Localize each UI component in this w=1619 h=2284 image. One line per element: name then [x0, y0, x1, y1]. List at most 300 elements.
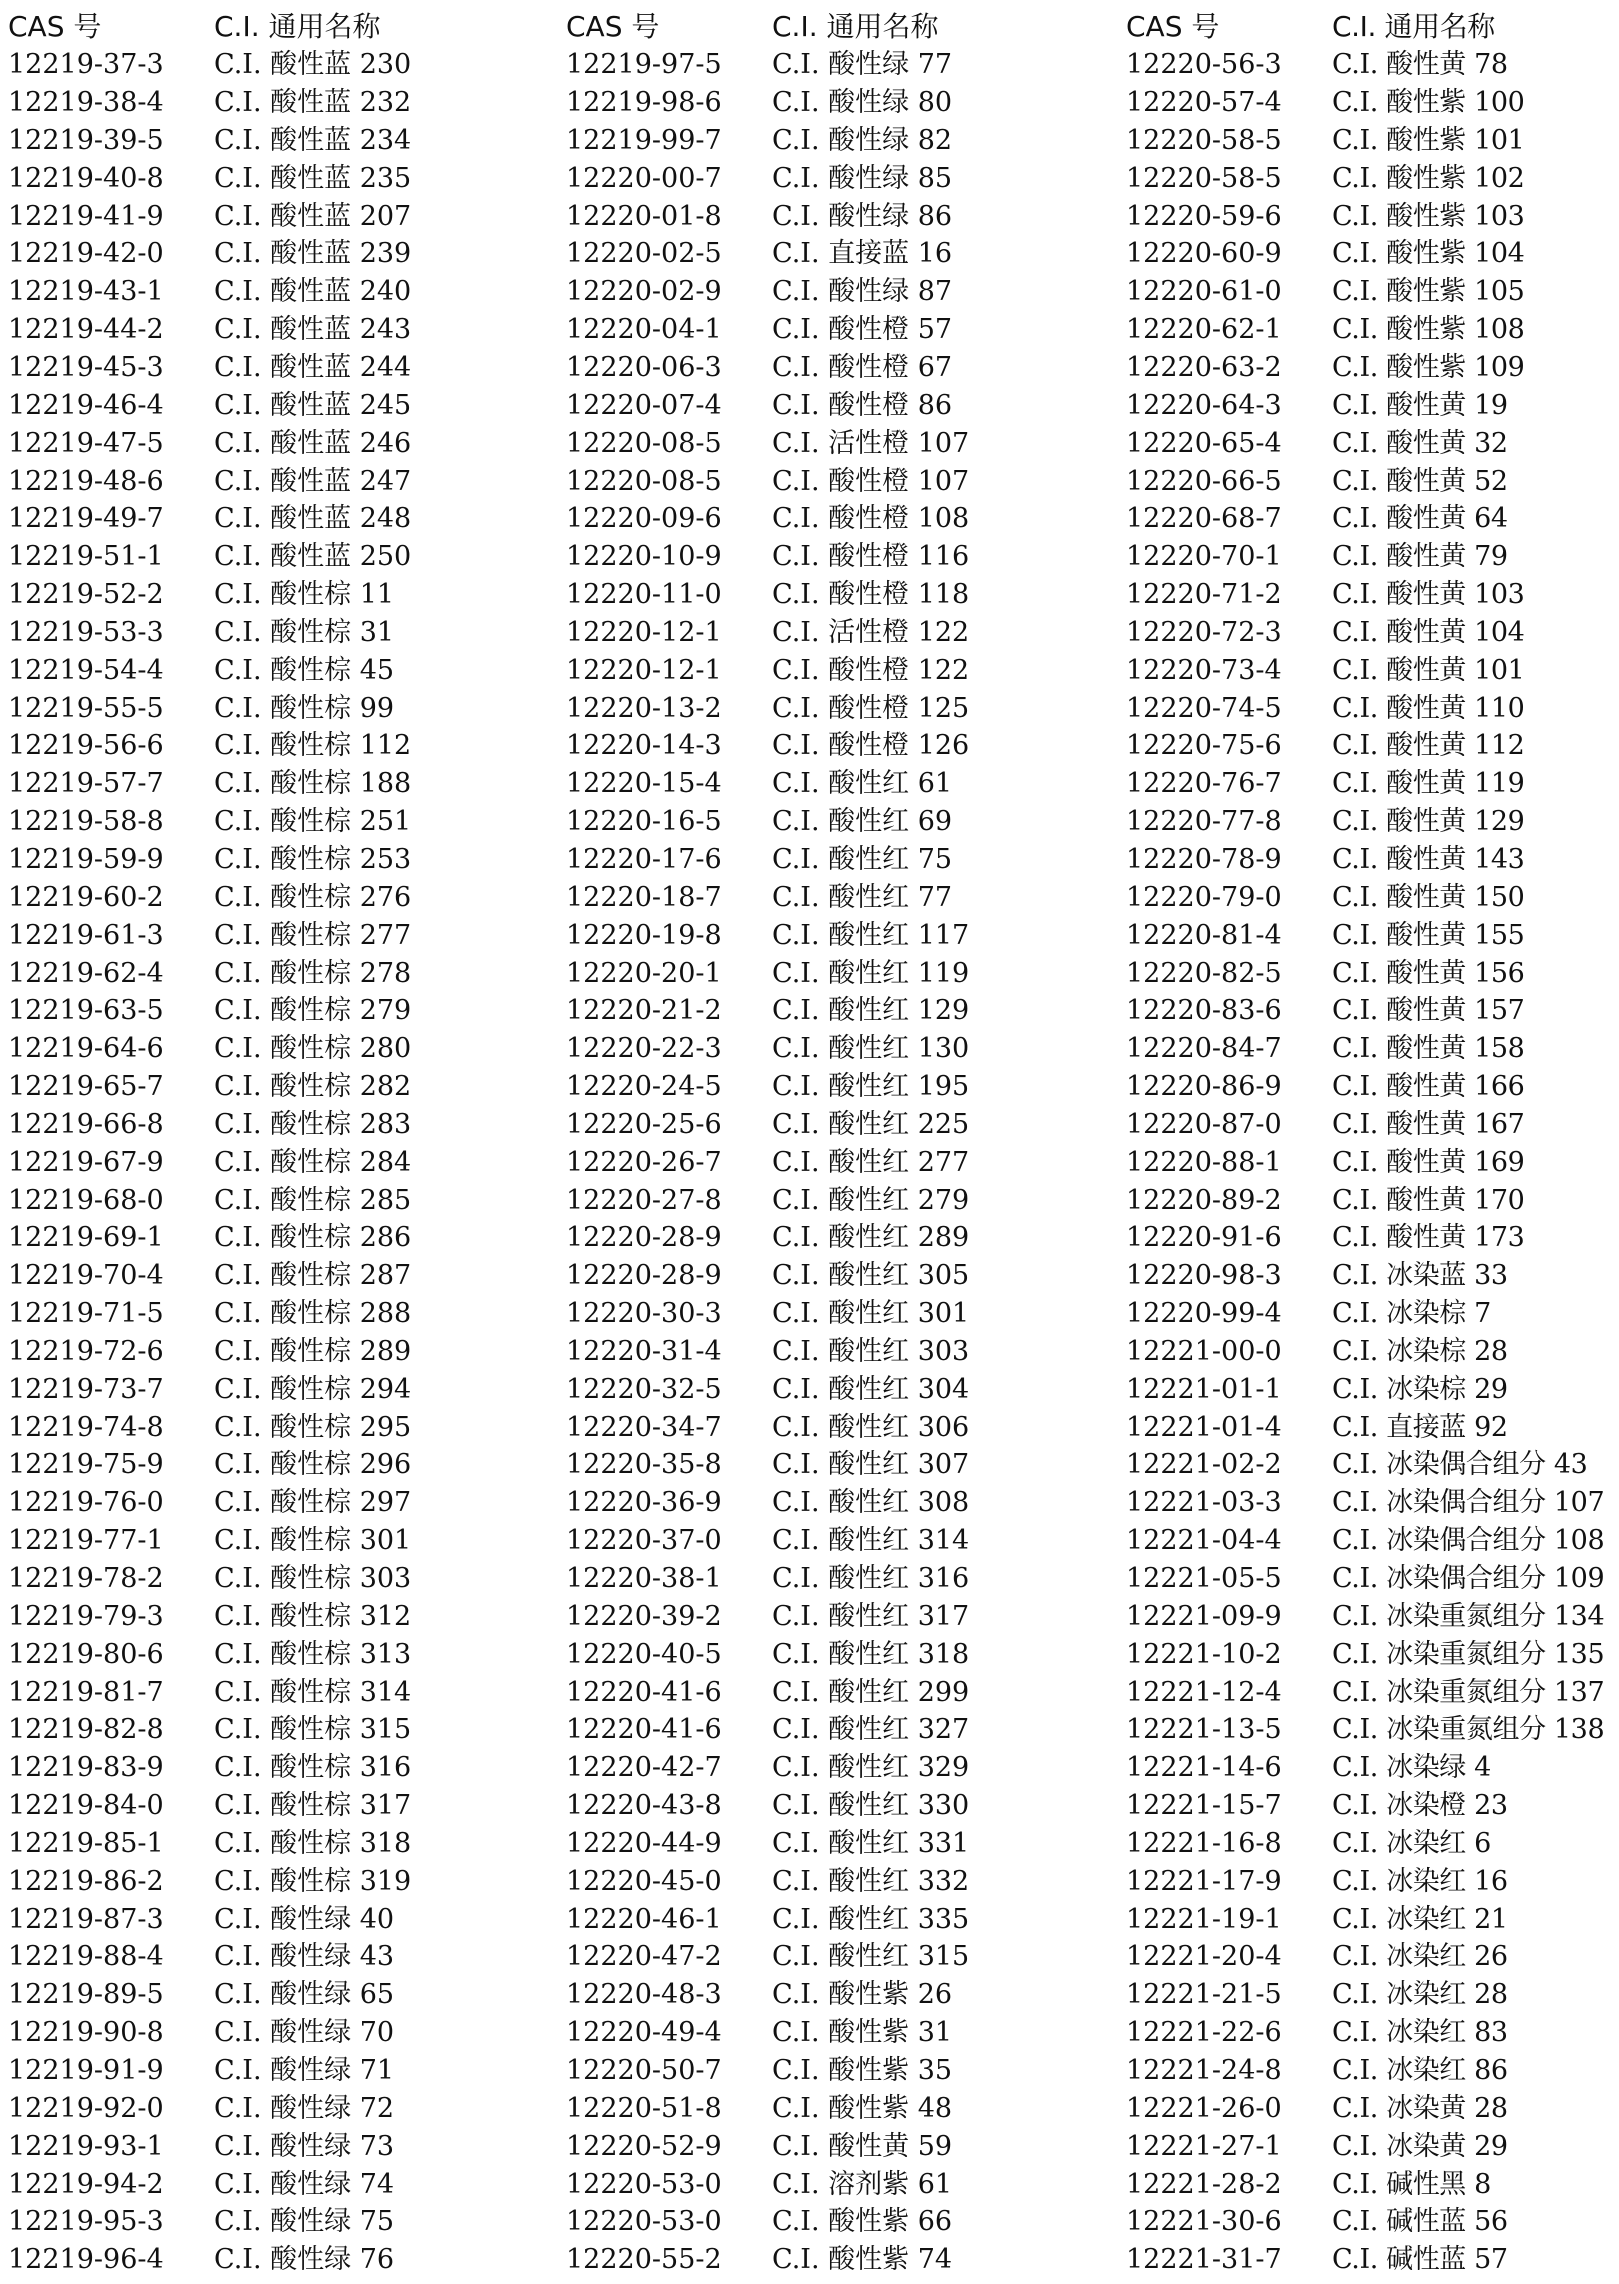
table-row	[566, 84, 1106, 122]
cas-number: 12220-63-2	[1126, 352, 1282, 384]
cas-number: 12219-46-4	[8, 389, 164, 421]
table-row	[8, 2089, 548, 2127]
ci-generic-name: C.I. 酸性红 195	[772, 1071, 970, 1103]
cas-number: 12220-79-0	[1126, 881, 1282, 913]
table-row	[1126, 1257, 1619, 1295]
cas-number: 12220-10-9	[566, 541, 722, 573]
cas-number: 12219-79-3	[8, 1600, 164, 1632]
cas-number: 12219-45-3	[8, 352, 164, 384]
ci-generic-name: C.I. 酸性棕 312	[214, 1600, 412, 1632]
cas-number: 12220-25-6	[566, 1108, 722, 1140]
cas-number: 12220-70-1	[1126, 541, 1282, 573]
table-row	[1126, 462, 1619, 500]
table-row	[1126, 1825, 1619, 1863]
cas-number: 12220-87-0	[1126, 1108, 1282, 1140]
cas-number: 12220-57-4	[1126, 87, 1282, 119]
table-row	[1126, 2089, 1619, 2127]
table-row	[1126, 992, 1619, 1030]
table-row	[566, 1181, 1106, 1219]
cas-number: 12219-94-2	[8, 2168, 164, 2200]
table-row	[8, 235, 548, 273]
cas-number: 12219-69-1	[8, 1222, 164, 1254]
ci-generic-name: C.I. 酸性黄 110	[1332, 692, 1525, 724]
ci-generic-name: C.I. 酸性棕 317	[214, 1790, 412, 1822]
ci-name-header: C.I. 通用名称	[772, 9, 939, 43]
cas-number: 12220-35-8	[566, 1449, 722, 1481]
table-row	[1126, 689, 1619, 727]
table-row	[566, 424, 1106, 462]
table-row	[566, 1219, 1106, 1257]
table-row	[566, 1635, 1106, 1673]
table-row	[566, 992, 1106, 1030]
cas-number: 12220-76-7	[1126, 768, 1282, 800]
cas-number: 12220-55-2	[566, 2244, 722, 2276]
ci-generic-name: C.I. 酸性棕 316	[214, 1752, 412, 1784]
ci-generic-name: C.I. 冰染重氮组分 134	[1332, 1600, 1605, 1632]
cas-number: 12220-89-2	[1126, 1184, 1282, 1216]
table-row	[1126, 1181, 1619, 1219]
ci-generic-name: C.I. 碱性蓝 56	[1332, 2206, 1508, 2238]
ci-generic-name: C.I. 酸性红 314	[772, 1525, 970, 1557]
table-row	[566, 916, 1106, 954]
cas-number: 12220-43-8	[566, 1790, 722, 1822]
table-row	[566, 576, 1106, 614]
cas-number: 12220-04-1	[566, 314, 722, 346]
table-row	[8, 1938, 548, 1976]
cas-number: 12219-70-4	[8, 1260, 164, 1292]
table-block-3	[1126, 8, 1619, 2280]
cas-number: 12220-44-9	[566, 1827, 722, 1859]
cas-number: 12220-86-9	[1126, 1071, 1282, 1103]
ci-generic-name: C.I. 冰染偶合组分 108	[1332, 1525, 1605, 1557]
ci-generic-name: C.I. 酸性黄 119	[1332, 768, 1525, 800]
cas-number: 12221-15-7	[1126, 1790, 1282, 1822]
cas-number: 12219-63-5	[8, 995, 164, 1027]
ci-generic-name: C.I. 酸性红 316	[772, 1563, 970, 1595]
cas-number: 12221-24-8	[1126, 2054, 1282, 2086]
ci-generic-name: C.I. 酸性绿 71	[214, 2054, 395, 2086]
ci-generic-name: C.I. 冰染红 6	[1332, 1827, 1491, 1859]
table-row	[566, 1257, 1106, 1295]
cas-number: 12220-52-9	[566, 2130, 722, 2162]
cas-number: 12219-58-8	[8, 806, 164, 838]
table-block-2	[566, 8, 1106, 2280]
table-row	[1126, 1068, 1619, 1106]
table-row	[1126, 235, 1619, 273]
ci-generic-name: C.I. 酸性棕 318	[214, 1827, 412, 1859]
table-row	[1126, 1938, 1619, 1976]
ci-generic-name: C.I. 酸性紫 109	[1332, 352, 1525, 384]
ci-generic-name: C.I. 酸性红 332	[772, 1865, 970, 1897]
table-row	[8, 159, 548, 197]
cas-number: 12220-11-0	[566, 579, 722, 611]
table-row	[1126, 500, 1619, 538]
ci-generic-name: C.I. 酸性红 327	[772, 1714, 970, 1746]
table-row	[8, 1560, 548, 1598]
table-row	[566, 841, 1106, 879]
table-row	[1126, 1219, 1619, 1257]
ci-generic-name: C.I. 酸性绿 82	[772, 124, 953, 156]
cas-number: 12220-59-6	[1126, 200, 1282, 232]
ci-generic-name: C.I. 酸性紫 26	[772, 1979, 953, 2011]
cas-number: 12219-57-7	[8, 768, 164, 800]
ci-generic-name: C.I. 酸性紫 105	[1332, 276, 1525, 308]
ci-generic-name: C.I. 酸性棕 289	[214, 1335, 412, 1367]
table-row	[566, 2014, 1106, 2052]
cas-number: 12220-08-5	[566, 465, 722, 497]
cas-number: 12220-17-6	[566, 843, 722, 875]
ci-generic-name: C.I. 酸性绿 65	[214, 1979, 395, 2011]
cas-number: 12220-02-9	[566, 276, 722, 308]
ci-generic-name: C.I. 酸性黄 101	[1332, 654, 1525, 686]
ci-generic-name: C.I. 酸性棕 279	[214, 995, 412, 1027]
ci-generic-name: C.I. 酸性蓝 245	[214, 389, 412, 421]
ci-generic-name: C.I. 酸性黄 59	[772, 2130, 953, 2162]
cas-number: 12221-00-0	[1126, 1335, 1282, 1367]
table-row	[566, 273, 1106, 311]
cas-header: CAS 号	[1126, 9, 1220, 43]
cas-number: 12219-92-0	[8, 2092, 164, 2124]
ci-generic-name: C.I. 冰染偶合组分 43	[1332, 1449, 1588, 1481]
cas-number: 12221-30-6	[1126, 2206, 1282, 2238]
cas-number: 12220-99-4	[1126, 1298, 1282, 1330]
table-header	[566, 8, 1106, 46]
table-row	[8, 2241, 548, 2279]
ci-generic-name: C.I. 酸性黄 170	[1332, 1184, 1525, 1216]
ci-generic-name: C.I. 酸性黄 155	[1332, 919, 1525, 951]
ci-generic-name: C.I. 酸性绿 43	[214, 1941, 395, 1973]
cas-number: 12220-22-3	[566, 1033, 722, 1065]
ci-generic-name: C.I. 冰染棕 29	[1332, 1373, 1508, 1405]
cas-number: 12220-18-7	[566, 881, 722, 913]
table-row	[566, 2165, 1106, 2203]
table-row	[566, 1408, 1106, 1446]
table-body	[8, 46, 548, 2279]
table-row	[8, 538, 548, 576]
cas-number: 12219-98-6	[566, 87, 722, 119]
table-row	[566, 235, 1106, 273]
table-row	[566, 1333, 1106, 1371]
table-row	[566, 1900, 1106, 1938]
table-row	[1126, 1749, 1619, 1787]
table-row	[1126, 878, 1619, 916]
ci-generic-name: C.I. 酸性红 331	[772, 1827, 970, 1859]
cas-number: 12220-09-6	[566, 503, 722, 535]
ci-generic-name: C.I. 酸性棕 112	[214, 730, 412, 762]
cas-number: 12221-12-4	[1126, 1676, 1282, 1708]
table-row	[8, 954, 548, 992]
table-row	[566, 1787, 1106, 1825]
ci-generic-name: C.I. 酸性棕 314	[214, 1676, 412, 1708]
cas-number: 12220-21-2	[566, 995, 722, 1027]
cas-number: 12221-03-3	[1126, 1487, 1282, 1519]
table-row	[566, 614, 1106, 652]
table-row	[8, 1181, 548, 1219]
cas-number: 12220-56-3	[1126, 49, 1282, 81]
ci-generic-name: C.I. 酸性棕 276	[214, 881, 412, 913]
table-row	[566, 954, 1106, 992]
ci-generic-name: C.I. 酸性红 130	[772, 1033, 970, 1065]
ci-generic-name: C.I. 酸性绿 87	[772, 276, 953, 308]
cas-number: 12220-36-9	[566, 1487, 722, 1519]
ci-generic-name: C.I. 酸性红 304	[772, 1373, 970, 1405]
table-row	[1126, 765, 1619, 803]
ci-generic-name: C.I. 酸性蓝 250	[214, 541, 412, 573]
table-row	[8, 84, 548, 122]
cas-number: 12220-38-1	[566, 1563, 722, 1595]
ci-generic-name: C.I. 酸性蓝 244	[214, 352, 412, 384]
table-row	[566, 1862, 1106, 1900]
cas-number: 12220-27-8	[566, 1184, 722, 1216]
ci-generic-name: C.I. 碱性黑 8	[1332, 2168, 1491, 2200]
table-row	[8, 1976, 548, 2014]
table-row	[8, 122, 548, 160]
table-row	[8, 197, 548, 235]
table-row	[8, 1446, 548, 1484]
cas-number: 12221-28-2	[1126, 2168, 1282, 2200]
table-body	[1126, 46, 1619, 2279]
cas-number: 12220-40-5	[566, 1638, 722, 1670]
table-row	[8, 689, 548, 727]
cas-number: 12221-01-4	[1126, 1411, 1282, 1443]
table-row	[1126, 197, 1619, 235]
cas-number: 12219-48-6	[8, 465, 164, 497]
table-row	[8, 1825, 548, 1863]
table-row	[1126, 1862, 1619, 1900]
table-row	[1126, 2014, 1619, 2052]
ci-generic-name: C.I. 冰染红 86	[1332, 2054, 1508, 2086]
cas-number: 12219-39-5	[8, 124, 164, 156]
cas-number: 12220-24-5	[566, 1071, 722, 1103]
cas-number: 12220-65-4	[1126, 427, 1282, 459]
cas-number: 12219-93-1	[8, 2130, 164, 2162]
cas-number: 12220-14-3	[566, 730, 722, 762]
cas-number: 12219-62-4	[8, 957, 164, 989]
ci-generic-name: C.I. 碱性蓝 57	[1332, 2244, 1508, 2276]
ci-generic-name: C.I. 酸性红 315	[772, 1941, 970, 1973]
table-row	[566, 1446, 1106, 1484]
table-row	[566, 1597, 1106, 1635]
table-row	[1126, 954, 1619, 992]
table-row	[566, 122, 1106, 160]
ci-generic-name: C.I. 酸性紫 48	[772, 2092, 953, 2124]
ci-generic-name: C.I. 酸性红 77	[772, 881, 953, 913]
table-row	[1126, 122, 1619, 160]
ci-generic-name: C.I. 酸性蓝 246	[214, 427, 412, 459]
table-row	[566, 2241, 1106, 2279]
table-row	[1126, 916, 1619, 954]
table-row	[566, 46, 1106, 84]
cas-number: 12219-51-1	[8, 541, 164, 573]
table-row	[566, 386, 1106, 424]
ci-generic-name: C.I. 酸性红 330	[772, 1790, 970, 1822]
cas-number: 12219-77-1	[8, 1525, 164, 1557]
table-row	[1126, 1105, 1619, 1143]
ci-generic-name: C.I. 酸性棕 303	[214, 1563, 412, 1595]
cas-number: 12221-31-7	[1126, 2244, 1282, 2276]
cas-number: 12220-02-5	[566, 238, 722, 270]
cas-number: 12220-68-7	[1126, 503, 1282, 535]
cas-number: 12221-27-1	[1126, 2130, 1282, 2162]
cas-number: 12219-38-4	[8, 87, 164, 119]
ci-generic-name: C.I. 冰染重氮组分 137	[1332, 1676, 1605, 1708]
cas-number: 12219-71-5	[8, 1298, 164, 1330]
table-row	[8, 1257, 548, 1295]
ci-generic-name: C.I. 酸性棕 297	[214, 1487, 412, 1519]
table-row	[566, 159, 1106, 197]
cas-number: 12220-31-4	[566, 1335, 722, 1367]
cas-number: 12220-66-5	[1126, 465, 1282, 497]
ci-generic-name: C.I. 直接蓝 92	[1332, 1411, 1508, 1443]
table-row	[1126, 2127, 1619, 2165]
ci-generic-name: C.I. 酸性红 69	[772, 806, 953, 838]
ci-generic-name: C.I. 酸性蓝 235	[214, 162, 412, 194]
ci-generic-name: C.I. 酸性棕 288	[214, 1298, 412, 1330]
ci-generic-name: C.I. 酸性蓝 248	[214, 503, 412, 535]
table-row	[566, 1030, 1106, 1068]
ci-generic-name: C.I. 酸性棕 315	[214, 1714, 412, 1746]
table-row	[1126, 1522, 1619, 1560]
cas-number: 12219-96-4	[8, 2244, 164, 2276]
cas-number: 12219-88-4	[8, 1941, 164, 1973]
cas-number: 12220-49-4	[566, 2017, 722, 2049]
table-row	[8, 2127, 548, 2165]
table-row	[1126, 1900, 1619, 1938]
ci-generic-name: C.I. 冰染红 83	[1332, 2017, 1508, 2049]
table-row	[1126, 2165, 1619, 2203]
table-row	[566, 1938, 1106, 1976]
cas-number: 12219-74-8	[8, 1411, 164, 1443]
ci-generic-name: C.I. 活性橙 122	[772, 616, 970, 648]
cas-number: 12221-16-8	[1126, 1827, 1282, 1859]
table-row	[1126, 386, 1619, 424]
table-row	[566, 727, 1106, 765]
cas-number: 12219-40-8	[8, 162, 164, 194]
ci-generic-name: C.I. 酸性黄 156	[1332, 957, 1525, 989]
cas-number: 12221-20-4	[1126, 1941, 1282, 1973]
table-row	[566, 1673, 1106, 1711]
table-body	[566, 46, 1106, 2279]
cas-number: 12220-12-1	[566, 616, 722, 648]
table-row	[566, 803, 1106, 841]
cas-number: 12220-62-1	[1126, 314, 1282, 346]
ci-name-header: C.I. 通用名称	[214, 9, 381, 43]
table-row	[566, 1560, 1106, 1598]
table-row	[8, 916, 548, 954]
cas-number: 12220-61-0	[1126, 276, 1282, 308]
cas-number: 12221-09-9	[1126, 1600, 1282, 1632]
table-row	[8, 1143, 548, 1181]
cas-number: 12219-43-1	[8, 276, 164, 308]
cas-number: 12220-48-3	[566, 1979, 722, 2011]
ci-generic-name: C.I. 酸性绿 40	[214, 1903, 395, 1935]
cas-number: 12220-58-5	[1126, 162, 1282, 194]
cas-number: 12220-30-3	[566, 1298, 722, 1330]
cas-number: 12220-53-0	[566, 2168, 722, 2200]
ci-generic-name: C.I. 酸性绿 74	[214, 2168, 395, 2200]
table-row	[566, 1484, 1106, 1522]
table-row	[566, 765, 1106, 803]
cas-number: 12220-77-8	[1126, 806, 1282, 838]
cas-number: 12220-12-1	[566, 654, 722, 686]
table-row	[1126, 1787, 1619, 1825]
ci-generic-name: C.I. 酸性红 279	[772, 1184, 970, 1216]
cas-number: 12219-42-0	[8, 238, 164, 270]
ci-generic-name: C.I. 酸性红 119	[772, 957, 970, 989]
cas-number: 12219-95-3	[8, 2206, 164, 2238]
cas-number: 12221-04-4	[1126, 1525, 1282, 1557]
ci-generic-name: C.I. 酸性紫 108	[1332, 314, 1525, 346]
ci-generic-name: C.I. 酸性红 129	[772, 995, 970, 1027]
ci-generic-name: C.I. 酸性绿 72	[214, 2092, 395, 2124]
ci-generic-name: C.I. 酸性棕 284	[214, 1146, 412, 1178]
table-row	[8, 349, 548, 387]
ci-generic-name: C.I. 酸性棕 278	[214, 957, 412, 989]
table-row	[566, 2127, 1106, 2165]
ci-generic-name: C.I. 酸性蓝 234	[214, 124, 412, 156]
table-row	[1126, 1030, 1619, 1068]
ci-generic-name: C.I. 酸性红 117	[772, 919, 970, 951]
ci-generic-name: C.I. 酸性红 61	[772, 768, 953, 800]
table-row	[1126, 1560, 1619, 1598]
table-row	[1126, 1635, 1619, 1673]
ci-generic-name: C.I. 酸性绿 80	[772, 87, 953, 119]
table-row	[1126, 1673, 1619, 1711]
ci-generic-name: C.I. 酸性棕 280	[214, 1033, 412, 1065]
ci-generic-name: C.I. 酸性橙 86	[772, 389, 953, 421]
table-row	[1126, 159, 1619, 197]
ci-generic-name: C.I. 酸性红 289	[772, 1222, 970, 1254]
table-row	[8, 1900, 548, 1938]
ci-generic-name: C.I. 酸性棕 45	[214, 654, 395, 686]
cas-number: 12219-64-6	[8, 1033, 164, 1065]
table-row	[1126, 1446, 1619, 1484]
ci-generic-name: C.I. 酸性绿 77	[772, 49, 953, 81]
cas-number: 12219-55-5	[8, 692, 164, 724]
ci-generic-name: C.I. 酸性紫 31	[772, 2017, 953, 2049]
cas-number: 12220-41-6	[566, 1714, 722, 1746]
table-row	[1126, 727, 1619, 765]
ci-generic-name: C.I. 酸性黄 129	[1332, 806, 1525, 838]
table-row	[8, 500, 548, 538]
table-row	[8, 1862, 548, 1900]
cas-number: 12220-72-3	[1126, 616, 1282, 648]
ci-generic-name: C.I. 酸性棕 294	[214, 1373, 412, 1405]
cas-number: 12220-60-9	[1126, 238, 1282, 270]
ci-generic-name: C.I. 酸性黄 158	[1332, 1033, 1525, 1065]
ci-generic-name: C.I. 酸性绿 86	[772, 200, 953, 232]
table-row	[566, 462, 1106, 500]
table-row	[1126, 2203, 1619, 2241]
ci-generic-name: C.I. 冰染棕 28	[1332, 1335, 1508, 1367]
table-row	[1126, 424, 1619, 462]
cas-number: 12220-06-3	[566, 352, 722, 384]
ci-generic-name: C.I. 酸性红 318	[772, 1638, 970, 1670]
cas-number: 12219-75-9	[8, 1449, 164, 1481]
table-row	[566, 2203, 1106, 2241]
cas-number: 12220-01-8	[566, 200, 722, 232]
table-row	[566, 2089, 1106, 2127]
cas-number: 12220-15-4	[566, 768, 722, 800]
ci-generic-name: C.I. 酸性橙 125	[772, 692, 970, 724]
table-row	[8, 1030, 548, 1068]
ci-generic-name: C.I. 酸性橙 107	[772, 465, 970, 497]
cas-number: 12219-80-6	[8, 1638, 164, 1670]
table-row	[8, 2052, 548, 2090]
table-row	[1126, 614, 1619, 652]
cas-number: 12219-47-5	[8, 427, 164, 459]
table-row	[566, 1105, 1106, 1143]
